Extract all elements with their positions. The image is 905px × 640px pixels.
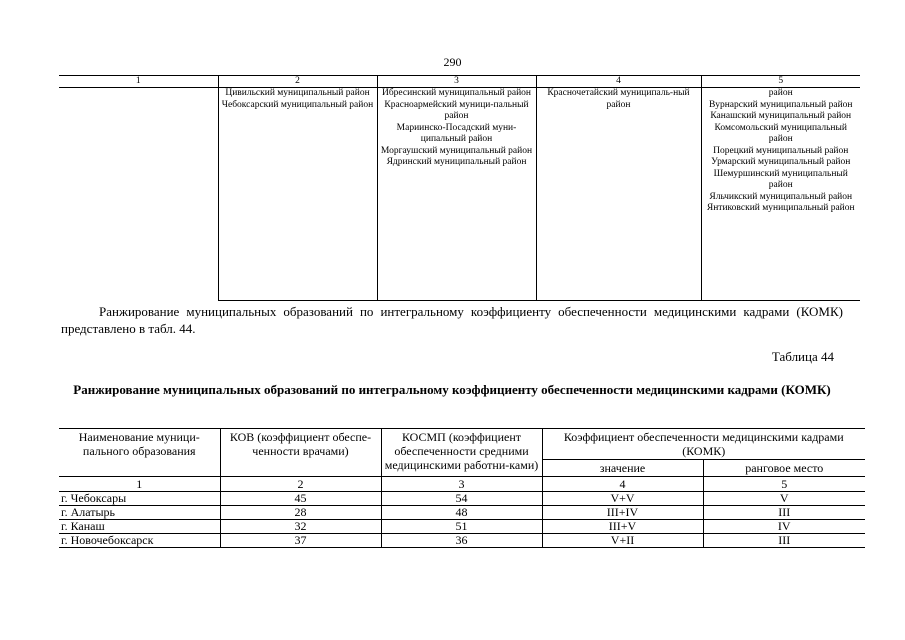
komk-value: III+V xyxy=(542,520,703,534)
kosmp-value: 36 xyxy=(381,534,542,548)
district-entry: Ибресинский муниципальный район xyxy=(381,88,532,98)
komk-value: V+II xyxy=(542,534,703,548)
table-row xyxy=(59,492,865,506)
district-entry: Урмарский муниципальный район xyxy=(711,157,851,167)
rank-value: III xyxy=(703,534,865,548)
komk-value: V+V xyxy=(542,492,703,506)
table-row xyxy=(59,506,865,520)
table-title: Ранжирование муниципальных образований по интегральному коэффициенту обеспеченности медицинскими кадрами (КОМК) xyxy=(73,382,831,397)
kosmp-value: 51 xyxy=(381,520,542,534)
col-num-4: 4 xyxy=(536,76,701,88)
district-entry: Янтиковский муниципальный район xyxy=(706,203,855,213)
col-5-cell xyxy=(701,88,860,301)
komk-value: III+IV xyxy=(542,506,703,520)
col-num-2: 2 xyxy=(218,76,377,88)
table-row xyxy=(59,520,865,534)
col-4-cell xyxy=(536,88,701,301)
table-caption: Таблица 44 xyxy=(771,349,834,364)
district-entry: Красночетайский муниципаль-ный район xyxy=(547,88,690,110)
district-entry: Чебоксарский муниципальный район xyxy=(221,99,374,110)
continued-table-header-row xyxy=(59,76,860,88)
district-entry: Моргаушский муниципальный район xyxy=(380,145,533,156)
district-entry: Шемуршинский муниципальный район xyxy=(713,168,848,190)
col-num-5: 5 xyxy=(701,76,860,88)
district-entry: Красноармейский муници-пальный район xyxy=(384,99,529,121)
rank-value: III xyxy=(703,506,865,520)
district-entry: Яльчикский муниципальный район xyxy=(709,191,853,202)
header-komk: Коэффициент обеспеченности медицинскими кадрами (КОМК) xyxy=(542,429,865,460)
district-entry: Порецкий муниципальный район xyxy=(713,145,849,156)
district-entry: Цивильский муниципальный район xyxy=(225,88,370,98)
col-1-cell xyxy=(59,88,218,301)
header-kov: КОВ (коэффициент обеспе-ченности врачами) xyxy=(220,429,381,477)
header-rank: ранговое место xyxy=(703,460,865,477)
district-entry: Канашский муниципальный район xyxy=(710,111,852,121)
komk-table xyxy=(59,428,865,548)
col-number: 4 xyxy=(542,477,703,492)
col-number: 3 xyxy=(381,477,542,492)
col-number: 1 xyxy=(59,477,220,492)
district-entry: Ядринский муниципальный район xyxy=(386,157,527,167)
table-row xyxy=(59,534,865,548)
municipality-name: г. Алатырь xyxy=(59,506,220,520)
rank-value: IV xyxy=(703,520,865,534)
col-number: 2 xyxy=(220,477,381,492)
municipality-name: г. Чебоксары xyxy=(59,492,220,506)
district-entry: Вурнарский муниципальный район xyxy=(708,99,853,110)
municipality-name: г. Канаш xyxy=(59,520,220,534)
continued-table xyxy=(59,75,860,301)
kov-value: 28 xyxy=(220,506,381,520)
rank-value: V xyxy=(703,492,865,506)
body-paragraph: Ранжирование муниципальных образований по интегральному коэффициенту обеспеченности медицинскими кадрами (КОМК) представлено в табл. 44. xyxy=(61,304,843,336)
col-number: 5 xyxy=(703,477,865,492)
col-num-1: 1 xyxy=(59,76,218,88)
header-kosmp: КОСМП (коэффициент обеспеченности средними медицинскими работни-ками) xyxy=(381,429,542,477)
district-entry: район xyxy=(768,88,793,98)
header-name: Наименование муници-пального образования xyxy=(59,429,220,477)
kov-value: 45 xyxy=(220,492,381,506)
municipality-name: г. Новочебоксарск xyxy=(59,534,220,548)
district-entry: Комсомольский муниципальный район xyxy=(714,122,847,144)
page-number: 290 xyxy=(443,55,462,69)
col-num-3: 3 xyxy=(377,76,536,88)
col-3-cell xyxy=(377,88,536,301)
komk-column-numbers xyxy=(59,477,865,492)
header-value: значение xyxy=(542,460,703,477)
kosmp-value: 48 xyxy=(381,506,542,520)
kov-value: 32 xyxy=(220,520,381,534)
continued-table-body-row xyxy=(59,88,860,301)
district-entry: Мариинско-Посадский муни-ципальный район xyxy=(396,122,517,144)
kov-value: 37 xyxy=(220,534,381,548)
komk-header-row xyxy=(59,429,865,460)
kosmp-value: 54 xyxy=(381,492,542,506)
col-2-cell xyxy=(218,88,377,301)
